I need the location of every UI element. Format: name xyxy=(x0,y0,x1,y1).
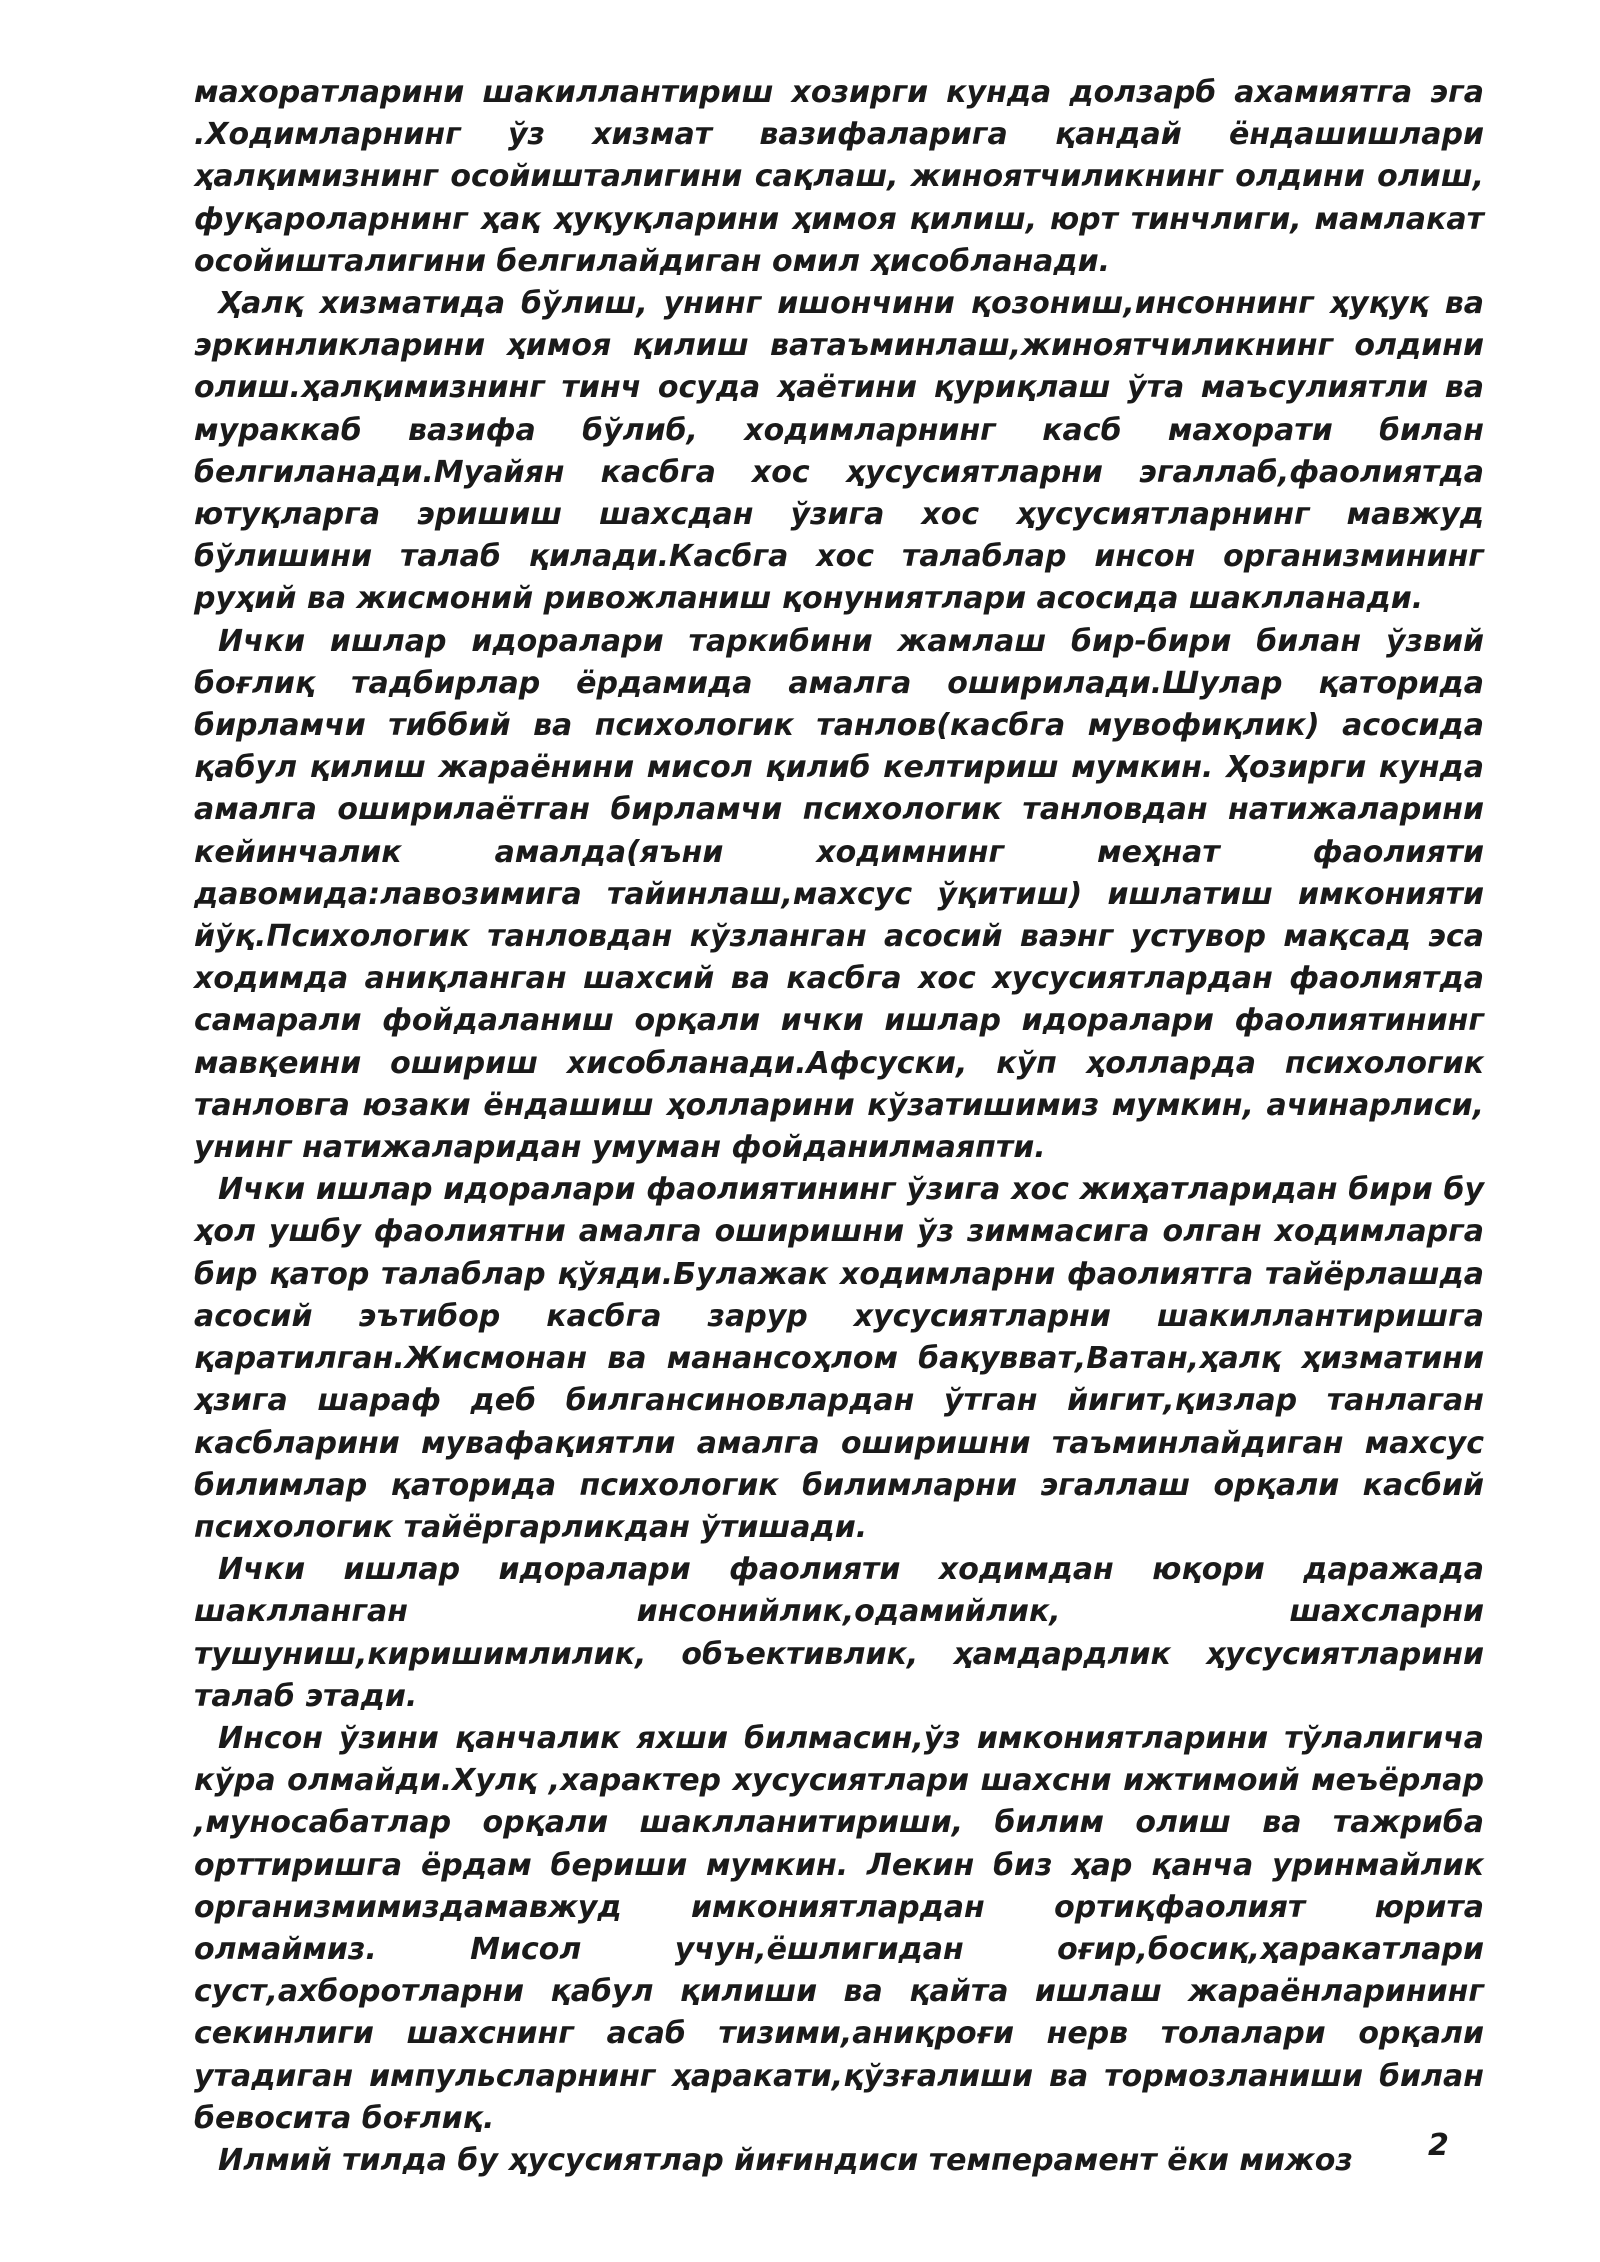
paragraph-6: Инсон ўзини қанчалик яхши билмасин,ўз имкониятларини тўлалигича кўра олмайди.Хулқ ,характер хусусиятлари шахсни ижтимоий меъёрлар ,муносабатлар орқали шаклланитириши, билим олиш ва тажриба орттиришга ёрдам бериши мумкин. Лекин биз ҳар қанча уринмайлик организмимиздамавжуд имкониятлардан ортиқфаолият юрита олмаймиз. Мисол учун,ёшлигидан оғир,босиқ,ҳаракатлари суст,ахборотларни қабул қилиши ва қайта ишлаш жараёнларининг секинлиги шахснинг асаб тизими,аниқроғи нерв толалари орқали утадиган импульсларнинг ҳаракати,қўзғалиши ва тормозланиши билан бевосита боғлиқ. xyxy=(194,1720,1484,2136)
paragraph-4: Ички ишлар идоралари фаолиятининг ўзига хос жиҳатларидан бири бу ҳол ушбу фаолиятни амалга оширишни ўз зиммасига олган ходимларга бир қатор талаблар қўяди.Булажак ходимларни фаолиятга тайёрлашда асосий эътибор касбга зарур хусусиятларни шакиллантиришга қаратилган.Жисмонан ва манансоҳлом бақувват,Ватан,ҳалқ ҳизматини ҳзига шараф деб билгансиновлардан ўтган йигит,қизлар танлаган касбларини мувафақиятли амалга оширишни таъминлайдиган махсус билимлар қаторида психологик билимларни эгаллаш орқали касбий психологик тайёргарликдан ўтишади. xyxy=(194,1172,1484,1545)
paragraph-2: Ҳалқ хизматида бўлиш, унинг ишончини қозониш,инсоннинг ҳуқуқ ва эркинликларини ҳимоя қилиш ватаъминлаш,жиноятчиликнинг олдини олиш.ҳалқимизнинг тинч осуда ҳаётини қуриқлаш ўта маъсулиятли ва мураккаб вазифа бўлиб, ходимларнинг касб махорати билан белгиланади.Муайян касбга хос ҳусусиятларни эгаллаб,фаолиятда ютуқларга эришиш шахсдан ўзига хос ҳусусиятларнинг мавжуд бўлишини талаб қилади.Касбга хос талаблар инсон организмининг руҳий ва жисмоний ривожланиш қонуниятлари асосида шаклланади. xyxy=(194,286,1484,617)
body-text xyxy=(194,72,1484,2182)
paragraph-7: Илмий тилда бу ҳусусиятлар йиғиндиси темперамент ёки мижоз xyxy=(218,2142,1353,2178)
paragraph-5: Ички ишлар идоралари фаолияти ходимдан юқори даражада шаклланган инсонийлик,одамийлик, шахсларни тушуниш,киришимлилик, объективлик, ҳамдардлик ҳусусиятларини талаб этади. xyxy=(194,1552,1484,1714)
paragraph-1: махоратларини шакиллантириш хозирги кунда долзарб ахамиятга эга .Ходимларнинг ўз хизмат вазифаларига қандай ёндашишлари ҳалқимизнинг осойишталигини сақлаш, жиноятчиликнинг олдини олиш, фуқароларнинг ҳақ ҳуқуқларини ҳимоя қилиш, юрт тинчлиги, мамлакат осойишталигини белгилайдиган омил ҳисобланади. xyxy=(194,75,1484,279)
page-number: 2 xyxy=(1428,2128,1449,2163)
paragraph-3: Ички ишлар идоралари таркибини жамлаш бир-бири билан ўзвий боғлиқ тадбирлар ёрдамида амалга оширилади.Шулар қаторида бирламчи тиббий ва психологик танлов(касбга мувофиқлик) асосида қабул қилиш жараёнини мисол қилиб келтириш мумкин. Ҳозирги кунда амалга оширилаётган бирламчи психологик танловдан натижаларини кейинчалик амалда(яъни ходимнинг меҳнат фаолияти давомида:лавозимига тайинлаш,махсус ўқитиш) ишлатиш имконияти йўқ.Психологик танловдан кўзланган асосий ваэнг устувор мақсад эса ходимда аниқланган шахсий ва касбга хос хусусиятлардан фаолиятда самарали фойдаланиш орқали ички ишлар идоралари фаолиятининг мавқеини ошириш хисобланади.Афсуски, кўп ҳолларда психологик танловга юзаки ёндашиш ҳолларини кўзатишимиз мумкин, ачинарлиси, унинг натижаларидан умуман фойданилмаяпти. xyxy=(194,623,1484,1166)
